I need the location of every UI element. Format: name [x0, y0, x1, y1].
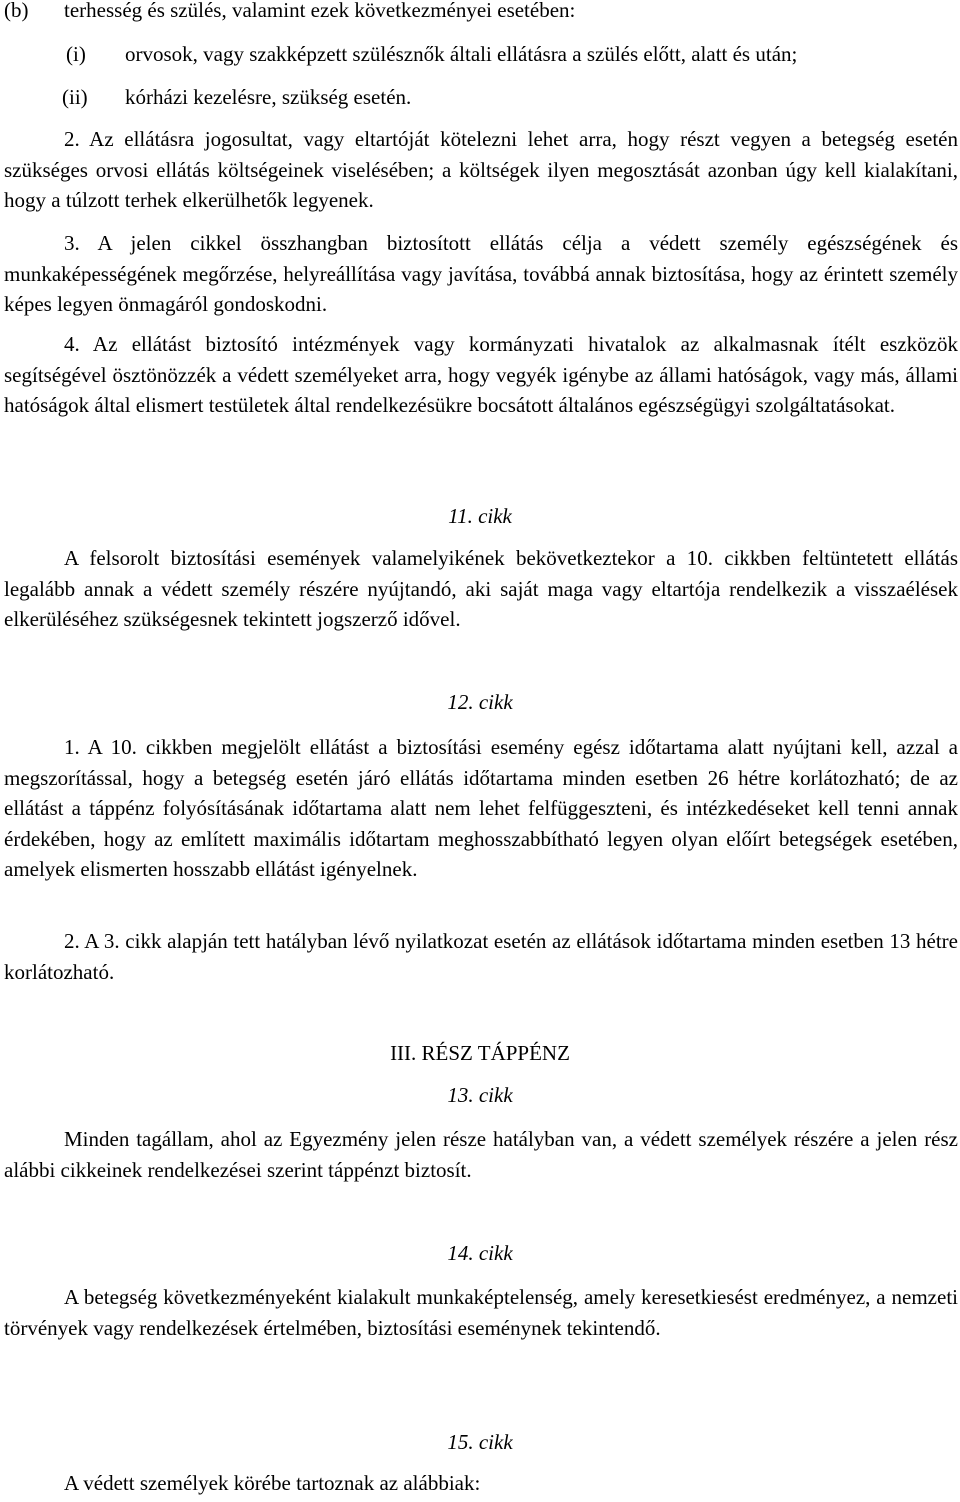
article10-paragraph-3: 3. A jelen cikkel összhangban biztosított ellátás célja a védett személy egészségének és munkaképességének megőrzése, helyreállítása vagy javítása, továbbá annak biztosítása, hogy az érintett személy képes legyen önmagáról gondoskodni.	[4, 231, 958, 316]
part3-title: III. RÉSZ TÁPPÉNZ	[390, 1041, 570, 1065]
article12-paragraph-2: 2. A 3. cikk alapján tett hatályban lévő nyilatkozat esetén az ellátások időtartama minden esetben 13 hétre korlátozható.	[4, 929, 958, 984]
article10-paragraph-4: 4. Az ellátást biztosító intézmények vagy kormányzati hivatalok az alkalmasnak ítélt eszközök segítségével ösztönözzék a védett személyeket arra, hogy vegyék igénybe az állami hatóságok, vagy más, állami hatóságok által elismert testületek által rendelkezésükre bocsátott általános egészségügyi szolgáltatásokat.	[4, 332, 958, 417]
article12-paragraph-1: 1. A 10. cikkben megjelölt ellátást a biztosítási esemény egész időtartama alatt nyújtani kell, azzal a megszorítással, hogy a betegség esetén járó ellátás időtartama minden esetben 26 hétre korlátozható; de az ellátást a táppénz folyósításának időtartama alatt nem lehet felfüggeszteni, és intézkedéseket kell tenni annak érdekében, hogy az említett maximális időtartam meghosszabbítható legyen olyan előírt betegségek esetében, amelyek elismerten hosszabb ellátást igényelnek.	[4, 735, 958, 881]
item-b-text: terhesség és szülés, valamint ezek következményei esetében:	[64, 0, 576, 22]
article14-heading: 14. cikk	[447, 1241, 513, 1265]
item-b-ii-text: kórházi kezelésre, szükség esetén.	[125, 85, 412, 109]
item-b-marker: (b)	[4, 0, 29, 22]
item-b-i-marker: (i)	[66, 42, 86, 66]
article15-text: A védett személyek körébe tartoznak az alábbiak:	[64, 1471, 481, 1495]
article13-text: Minden tagállam, ahol az Egyezmény jelen része hatályban van, a védett személyek részére a jelen rész alábbi cikkeinek rendelkezései szerint táppénzt biztosít.	[4, 1127, 958, 1182]
article11-heading: 11. cikk	[448, 504, 512, 528]
article11-text: A felsorolt biztosítási események valamelyikének bekövetkeztekor a 10. cikkben feltüntetett ellátás legalább annak a védett személy részére nyújtandó, aki saját maga vagy eltartója rendelkezik a visszaélések elkerüléséhez szükségesnek tekintett jogszerző idővel.	[4, 546, 958, 631]
article15-heading: 15. cikk	[447, 1430, 513, 1454]
article10-paragraph-2: 2. Az ellátásra jogosultat, vagy eltartóját kötelezni lehet arra, hogy részt vegyen a betegség esetén szükséges orvosi ellátás költségeinek viselésében; a költségek ilyen megosztását azonban úgy kell kialakítani, hogy a túlzott terhek elkerülhetők legyenek.	[4, 127, 958, 212]
item-b-i-text: orvosok, vagy szakképzett szülésznők általi ellátásra a szülés előtt, alatt és után;	[125, 42, 798, 66]
article12-heading: 12. cikk	[447, 690, 513, 714]
article14-text: A betegség következményeként kialakult munkaképtelenség, amely keresetkiesést eredményez, a nemzeti törvények vagy rendelkezések értelmében, biztosítási eseménynek tekintendő.	[4, 1285, 958, 1340]
item-b-ii-marker: (ii)	[62, 85, 88, 109]
article13-heading: 13. cikk	[447, 1083, 513, 1107]
